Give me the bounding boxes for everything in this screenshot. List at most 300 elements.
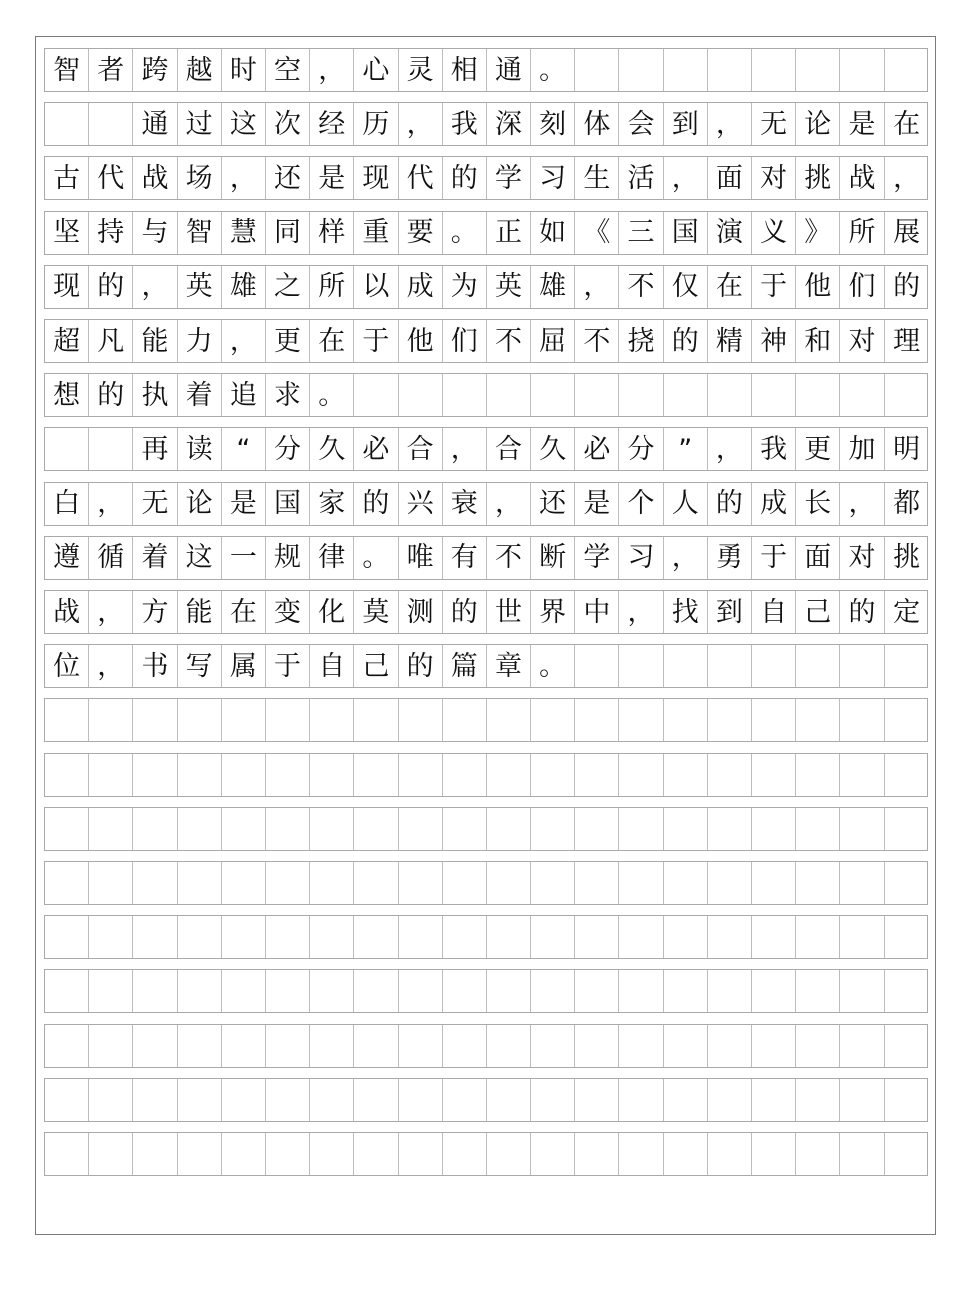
grid-cell (487, 754, 531, 796)
grid-cell: 空 (266, 49, 310, 91)
grid-cell: ， (89, 645, 133, 687)
grid-cell: 英 (178, 266, 222, 308)
grid-cell: 还 (266, 157, 310, 199)
grid-cell: ， (893, 162, 921, 194)
grid-cell: 对 (840, 320, 884, 362)
grid-cell (443, 916, 487, 958)
grid-cell (399, 1079, 443, 1121)
grid-cell: 与 (133, 212, 177, 254)
grid-cell: 相 (443, 49, 487, 91)
grid-cell (796, 374, 840, 416)
grid-cell: 体 (575, 103, 619, 145)
grid-cell: 心 (354, 49, 398, 91)
grid-cell (89, 1133, 133, 1175)
grid-cell (354, 916, 398, 958)
grid-cell (752, 49, 796, 91)
grid-cell: 于 (752, 266, 796, 308)
grid-row (44, 698, 928, 742)
grid-cell: 现 (354, 157, 398, 199)
grid-cell (619, 754, 663, 796)
grid-cell (664, 1133, 708, 1175)
grid-cell (399, 1133, 443, 1175)
grid-cell (885, 645, 929, 687)
grid-cell (266, 1079, 310, 1121)
grid-cell (443, 374, 487, 416)
grid-cell: 》 (796, 212, 840, 254)
grid-cell: 战 (133, 157, 177, 199)
grid-cell: 理 (893, 325, 921, 357)
grid-cell: 国 (266, 483, 310, 525)
grid-row (44, 482, 928, 526)
grid-cell: 到 (664, 103, 708, 145)
grid-cell (89, 103, 133, 145)
grid-cell: 会 (619, 103, 663, 145)
grid-cell: 衰 (443, 483, 487, 525)
grid-cell (178, 862, 222, 904)
grid-cell (45, 916, 89, 958)
grid-cell: 读 (178, 428, 222, 470)
grid-cell: 刻 (531, 103, 575, 145)
grid-cell: 方 (133, 591, 177, 633)
grid-cell: 演 (708, 212, 752, 254)
grid-cell: 写 (178, 645, 222, 687)
grid-cell: 的 (89, 266, 133, 308)
grid-cell (487, 916, 531, 958)
grid-cell (531, 1025, 575, 1067)
grid-cell: 习 (619, 537, 663, 579)
grid-cell: ， (133, 266, 177, 308)
grid-cell: 的 (840, 591, 884, 633)
grid-cell (575, 1025, 619, 1067)
grid-cell: ， (487, 483, 531, 525)
grid-cell: 再 (133, 428, 177, 470)
grid-cell (708, 374, 752, 416)
grid-cell: 有 (443, 537, 487, 579)
grid-cell (487, 1025, 531, 1067)
grid-cell: 如 (531, 212, 575, 254)
grid-cell: 书 (133, 645, 177, 687)
grid-cell (531, 916, 575, 958)
grid-cell (752, 645, 796, 687)
grid-cell: 无 (752, 103, 796, 145)
grid-cell: 雄 (531, 266, 575, 308)
grid-cell (133, 862, 177, 904)
grid-cell (45, 862, 89, 904)
grid-cell (354, 1133, 398, 1175)
grid-cell: 持 (89, 212, 133, 254)
grid-cell (89, 916, 133, 958)
grid-cell (354, 754, 398, 796)
grid-cell (575, 699, 619, 741)
grid-cell (222, 1079, 266, 1121)
grid-cell: 。 (531, 49, 575, 91)
grid-cell (354, 862, 398, 904)
grid-cell: 成 (752, 483, 796, 525)
grid-cell: 时 (222, 49, 266, 91)
grid-cell (885, 1079, 929, 1121)
grid-cell: 场 (178, 157, 222, 199)
grid-cell: 篇 (443, 645, 487, 687)
grid-cell (178, 970, 222, 1012)
grid-cell: 要 (399, 212, 443, 254)
grid-cell: 挑 (796, 157, 840, 199)
grid-cell (399, 754, 443, 796)
grid-cell: 的 (893, 271, 921, 303)
grid-cell: 循 (89, 537, 133, 579)
grid-cell (133, 1025, 177, 1067)
grid-cell (752, 1025, 796, 1067)
grid-cell: 以 (354, 266, 398, 308)
grid-cell (487, 1133, 531, 1175)
grid-cell (752, 862, 796, 904)
grid-cell: 的 (354, 483, 398, 525)
grid-cell (796, 916, 840, 958)
grid-cell (575, 862, 619, 904)
grid-cell (664, 1025, 708, 1067)
grid-cell (531, 970, 575, 1012)
grid-cell: 论 (178, 483, 222, 525)
grid-cell (619, 916, 663, 958)
grid-cell (619, 1079, 663, 1121)
grid-cell (443, 699, 487, 741)
grid-cell (310, 699, 354, 741)
grid-cell: 于 (752, 537, 796, 579)
grid-cell (399, 862, 443, 904)
grid-cell: 必 (354, 428, 398, 470)
grid-cell: 我 (752, 428, 796, 470)
grid-cell (885, 808, 929, 850)
grid-cell (354, 374, 398, 416)
grid-cell: 英 (487, 266, 531, 308)
grid-cell: 屈 (531, 320, 575, 362)
grid-cell (133, 754, 177, 796)
grid-cell (89, 1025, 133, 1067)
grid-cell: ， (840, 483, 884, 525)
grid-cell: 莫 (354, 591, 398, 633)
grid-cell (885, 699, 929, 741)
grid-cell (89, 1079, 133, 1121)
grid-cell: 历 (354, 103, 398, 145)
grid-cell: 找 (664, 591, 708, 633)
grid-cell: 古 (45, 157, 89, 199)
grid-cell (89, 754, 133, 796)
grid-cell (354, 1025, 398, 1067)
grid-row (44, 48, 928, 92)
grid-cell (487, 699, 531, 741)
grid-cell (885, 754, 929, 796)
grid-cell (619, 1025, 663, 1067)
grid-cell: 一 (222, 537, 266, 579)
grid-cell (575, 754, 619, 796)
grid-cell: 《 (575, 212, 619, 254)
grid-cell: 定 (893, 596, 921, 628)
grid-cell (796, 1025, 840, 1067)
grid-row (44, 319, 928, 363)
grid-cell (178, 1079, 222, 1121)
grid-cell: 不 (487, 537, 531, 579)
grid-cell (399, 916, 443, 958)
grid-cell: 分 (619, 428, 663, 470)
grid-cell (796, 1079, 840, 1121)
grid-cell: 。 (443, 212, 487, 254)
grid-cell: 测 (399, 591, 443, 633)
grid-cell (399, 808, 443, 850)
grid-cell (619, 1133, 663, 1175)
grid-cell: 。 (531, 645, 575, 687)
grid-cell (664, 862, 708, 904)
grid-cell (89, 970, 133, 1012)
grid-cell (310, 1079, 354, 1121)
grid-cell (708, 1133, 752, 1175)
grid-cell (310, 1133, 354, 1175)
grid-cell (708, 645, 752, 687)
grid-cell: 们 (443, 320, 487, 362)
grid-cell: 必 (575, 428, 619, 470)
grid-cell: 的 (399, 645, 443, 687)
grid-cell (575, 1133, 619, 1175)
grid-cell: 过 (178, 103, 222, 145)
grid-cell: 精 (708, 320, 752, 362)
grid-cell (575, 916, 619, 958)
grid-cell (885, 374, 929, 416)
grid-cell (796, 808, 840, 850)
grid-cell (708, 862, 752, 904)
grid-cell: 经 (310, 103, 354, 145)
grid-cell (840, 374, 884, 416)
grid-cell: 对 (840, 537, 884, 579)
grid-cell: 面 (796, 537, 840, 579)
grid-cell: ” (664, 428, 708, 470)
grid-cell (222, 699, 266, 741)
grid-cell: 深 (487, 103, 531, 145)
grid-cell: 界 (531, 591, 575, 633)
grid-cell: 久 (310, 428, 354, 470)
grid-cell (178, 754, 222, 796)
grid-cell: ， (708, 428, 752, 470)
grid-cell (89, 808, 133, 850)
grid-cell (885, 49, 929, 91)
grid-cell (310, 862, 354, 904)
grid-cell: 习 (531, 157, 575, 199)
grid-row (44, 373, 928, 417)
grid-cell (133, 699, 177, 741)
grid-cell: ， (664, 157, 708, 199)
grid-cell (487, 970, 531, 1012)
grid-cell (708, 916, 752, 958)
grid-cell (222, 1025, 266, 1067)
grid-cell: 为 (443, 266, 487, 308)
grid-cell: 个 (619, 483, 663, 525)
grid-cell: 的 (664, 320, 708, 362)
grid-cell (354, 1079, 398, 1121)
grid-cell: 者 (89, 49, 133, 91)
grid-cell: 分 (266, 428, 310, 470)
grid-cell (222, 808, 266, 850)
grid-cell (840, 970, 884, 1012)
grid-cell: 生 (575, 157, 619, 199)
grid-cell: 人 (664, 483, 708, 525)
grid-cell (796, 699, 840, 741)
grid-cell: 规 (266, 537, 310, 579)
grid-cell: 通 (487, 49, 531, 91)
grid-cell: ， (443, 428, 487, 470)
grid-cell: 他 (399, 320, 443, 362)
grid-cell: 越 (178, 49, 222, 91)
grid-cell: 现 (45, 266, 89, 308)
grid-cell (531, 754, 575, 796)
grid-cell (487, 808, 531, 850)
grid-cell: 学 (575, 537, 619, 579)
grid-cell (796, 754, 840, 796)
grid-cell (796, 49, 840, 91)
grid-cell: 无 (133, 483, 177, 525)
grid-cell: 他 (796, 266, 840, 308)
grid-cell (266, 1133, 310, 1175)
grid-cell: 所 (310, 266, 354, 308)
grid-cell: 是 (310, 157, 354, 199)
grid-cell (178, 1133, 222, 1175)
grid-cell: 是 (840, 103, 884, 145)
grid-cell (45, 970, 89, 1012)
grid-cell: 着 (133, 537, 177, 579)
grid-cell: 是 (575, 483, 619, 525)
grid-cell (752, 970, 796, 1012)
grid-cell: 己 (796, 591, 840, 633)
grid-cell (885, 1025, 929, 1067)
grid-cell: 加 (840, 428, 884, 470)
grid-cell (885, 916, 929, 958)
grid-cell: 对 (752, 157, 796, 199)
grid-cell (222, 862, 266, 904)
grid-cell: ， (89, 591, 133, 633)
grid-cell: 己 (354, 645, 398, 687)
grid-cell: 神 (752, 320, 796, 362)
grid-cell (752, 1079, 796, 1121)
grid-cell (531, 1133, 575, 1175)
grid-cell: 仅 (664, 266, 708, 308)
grid-cell (531, 808, 575, 850)
grid-cell (840, 1025, 884, 1067)
grid-cell: 凡 (89, 320, 133, 362)
grid-cell (310, 970, 354, 1012)
grid-cell: 学 (487, 157, 531, 199)
grid-row (44, 156, 928, 200)
grid-cell: 三 (619, 212, 663, 254)
grid-cell (664, 754, 708, 796)
grid-cell (354, 808, 398, 850)
grid-cell (531, 1079, 575, 1121)
grid-cell: ， (664, 537, 708, 579)
grid-cell: 变 (266, 591, 310, 633)
grid-cell (840, 754, 884, 796)
grid-cell: 位 (45, 645, 89, 687)
grid-cell (266, 970, 310, 1012)
grid-cell: 这 (178, 537, 222, 579)
grid-cell (310, 916, 354, 958)
grid-cell: ， (708, 103, 752, 145)
grid-cell: 样 (310, 212, 354, 254)
grid-cell (664, 645, 708, 687)
grid-cell: 面 (708, 157, 752, 199)
grid-cell: 们 (840, 266, 884, 308)
grid-cell: 想 (45, 374, 89, 416)
grid-cell: 属 (222, 645, 266, 687)
grid-row (44, 915, 928, 959)
grid-cell: 力 (178, 320, 222, 362)
grid-cell (133, 1079, 177, 1121)
grid-cell: ， (399, 103, 443, 145)
grid-cell (133, 808, 177, 850)
grid-cell (443, 1079, 487, 1121)
grid-cell: 不 (619, 266, 663, 308)
grid-cell (708, 970, 752, 1012)
grid-row (44, 969, 928, 1013)
grid-cell: 国 (664, 212, 708, 254)
grid-cell: 于 (266, 645, 310, 687)
grid-cell: ， (575, 266, 619, 308)
grid-cell: 。 (310, 374, 354, 416)
grid-cell: 在 (893, 108, 921, 140)
grid-row (44, 590, 928, 634)
grid-cell (752, 699, 796, 741)
grid-cell (222, 916, 266, 958)
grid-cell (708, 1025, 752, 1067)
grid-cell (133, 970, 177, 1012)
grid-cell (399, 699, 443, 741)
grid-cell: 通 (133, 103, 177, 145)
grid-cell (752, 916, 796, 958)
grid-cell: 久 (531, 428, 575, 470)
grid-cell (443, 754, 487, 796)
grid-cell: 。 (354, 537, 398, 579)
grid-cell (399, 1025, 443, 1067)
grid-row (44, 807, 928, 851)
grid-row (44, 265, 928, 309)
grid-cell (840, 1079, 884, 1121)
grid-cell (178, 1025, 222, 1067)
grid-cell (796, 970, 840, 1012)
grid-cell: 雄 (222, 266, 266, 308)
grid-cell (752, 1133, 796, 1175)
grid-cell: 是 (222, 483, 266, 525)
grid-cell: 的 (443, 157, 487, 199)
grid-cell (310, 1025, 354, 1067)
grid-cell: 追 (222, 374, 266, 416)
grid-cell (354, 970, 398, 1012)
grid-cell (708, 808, 752, 850)
grid-cell (796, 862, 840, 904)
grid-cell: 战 (45, 591, 89, 633)
grid-cell (664, 916, 708, 958)
grid-cell (840, 699, 884, 741)
grid-cell: 白 (45, 483, 89, 525)
grid-cell: 中 (575, 591, 619, 633)
grid-cell (266, 754, 310, 796)
grid-cell: 合 (487, 428, 531, 470)
grid-row (44, 1024, 928, 1068)
grid-cell: 这 (222, 103, 266, 145)
grid-cell (664, 699, 708, 741)
grid-cell: 正 (487, 212, 531, 254)
grid-cell (531, 862, 575, 904)
grid-cell (664, 374, 708, 416)
grid-cell: 更 (266, 320, 310, 362)
grid-cell: 章 (487, 645, 531, 687)
grid-cell (796, 645, 840, 687)
grid-cell: 唯 (399, 537, 443, 579)
grid-cell: 执 (133, 374, 177, 416)
grid-cell (443, 808, 487, 850)
